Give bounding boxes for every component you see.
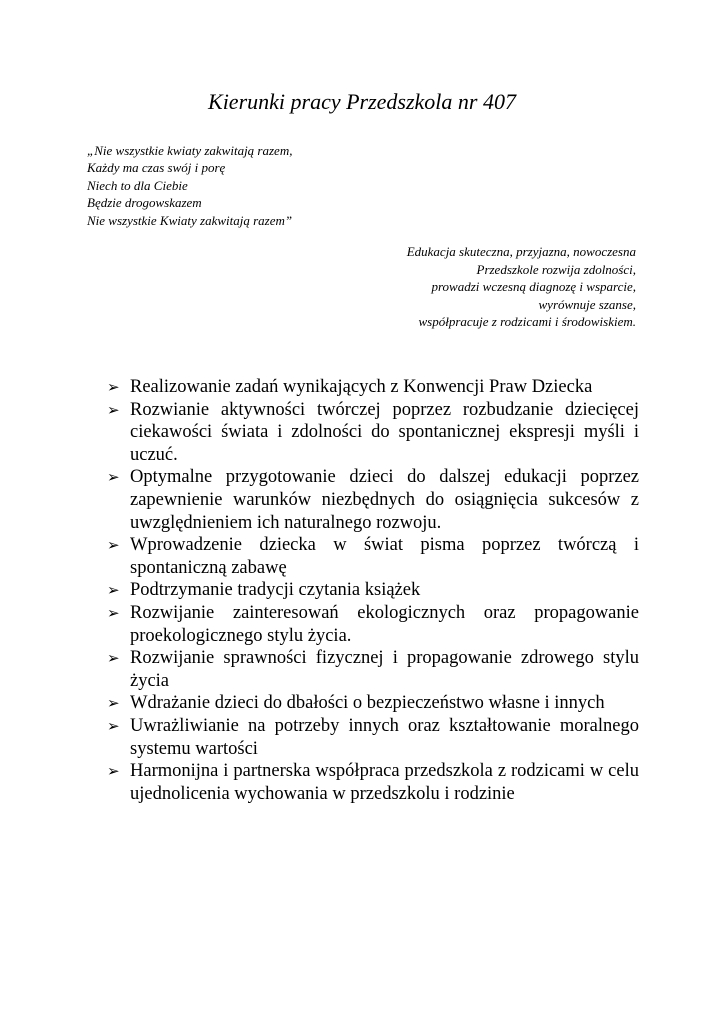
poem-line: Niech to dla Ciebie [87, 177, 188, 193]
goal-item [107, 376, 639, 399]
motto-line: współpracuje z rodzicami i środowiskiem. [418, 314, 636, 330]
goal-text: Rozwianie aktywności twórczej poprzez rozbudzanie dziecięcej ciekawości świata i zdolności do spontanicznej ekspresji myśli i uczuć. [130, 399, 639, 465]
poem-line: Będzie drogowskazem [87, 195, 202, 211]
motto-line: wyrównuje szanse, [538, 296, 636, 312]
arrowhead-bullet-icon: ➢ [107, 716, 120, 735]
arrowhead-bullet-icon: ➢ [107, 649, 120, 668]
goal-item [107, 715, 639, 760]
motto-line: prowadzi wczesną diagnozę i wsparcie, [431, 279, 636, 295]
poem-line: Nie wszystkie Kwiaty zakwitają razem” [87, 212, 293, 228]
goal-text: Rozwijanie sprawności fizycznej i propagowanie zdrowego stylu życia [130, 648, 639, 691]
arrowhead-bullet-icon: ➢ [107, 603, 120, 622]
goal-text: Podtrzymanie tradycji czytania książek [130, 580, 421, 601]
arrowhead-bullet-icon: ➢ [107, 536, 120, 555]
motto-line: Przedszkole rozwija zdolności, [476, 261, 636, 277]
motto-block [407, 243, 636, 331]
goal-item [107, 399, 639, 467]
goal-item [107, 602, 639, 647]
arrowhead-bullet-icon: ➢ [107, 468, 120, 487]
arrowhead-bullet-icon: ➢ [107, 694, 120, 713]
arrowhead-bullet-icon: ➢ [107, 581, 120, 600]
poem-line: „Nie wszystkie kwiaty zakwitają razem, [87, 143, 293, 158]
goal-text: Wprowadzenie dziecka w świat pisma poprzez twórczą i spontaniczną zabawę [130, 535, 639, 578]
goal-text: Realizowanie zadań wynikających z Konwencji Praw Dziecka [130, 377, 593, 397]
goals-list [107, 376, 639, 805]
poem-line: Każdy ma czas swój i porę [87, 160, 226, 176]
goal-text: Optymalne przygotowanie dzieci do dalszej edukacji poprzez zapewnienie warunków niezbędnych do osiągnięcia sukcesów z uwzględnieniem ich naturalnego rozwoju. [130, 467, 639, 533]
goal-item [107, 466, 639, 534]
goal-item [107, 579, 639, 602]
document-title: Kierunki pracy Przedszkola nr 407 [208, 89, 516, 114]
poem-quote [87, 142, 292, 229]
arrowhead-bullet-icon: ➢ [107, 378, 120, 396]
motto-line: Edukacja skuteczna, przyjazna, nowoczesna [406, 244, 636, 259]
goal-item [107, 760, 639, 805]
goal-item [107, 647, 639, 692]
arrowhead-bullet-icon: ➢ [107, 400, 120, 419]
goal-text: Wdrażanie dzieci do dbałości o bezpieczeństwo własne i innych [130, 693, 605, 714]
goal-text: Rozwijanie zainteresowań ekologicznych oraz propagowanie proekologicznego stylu życia. [130, 602, 639, 646]
goal-text: Uwrażliwianie na potrzeby innych oraz kształtowanie moralnego systemu wartości [130, 715, 639, 759]
arrowhead-bullet-icon: ➢ [107, 762, 120, 781]
goal-text: Harmonijna i partnerska współpraca przedszkola z rodzicami w celu ujednolicenia wychowania w przedszkolu i rodzinie [130, 761, 639, 804]
goal-item [107, 534, 639, 579]
goal-item [107, 692, 639, 715]
